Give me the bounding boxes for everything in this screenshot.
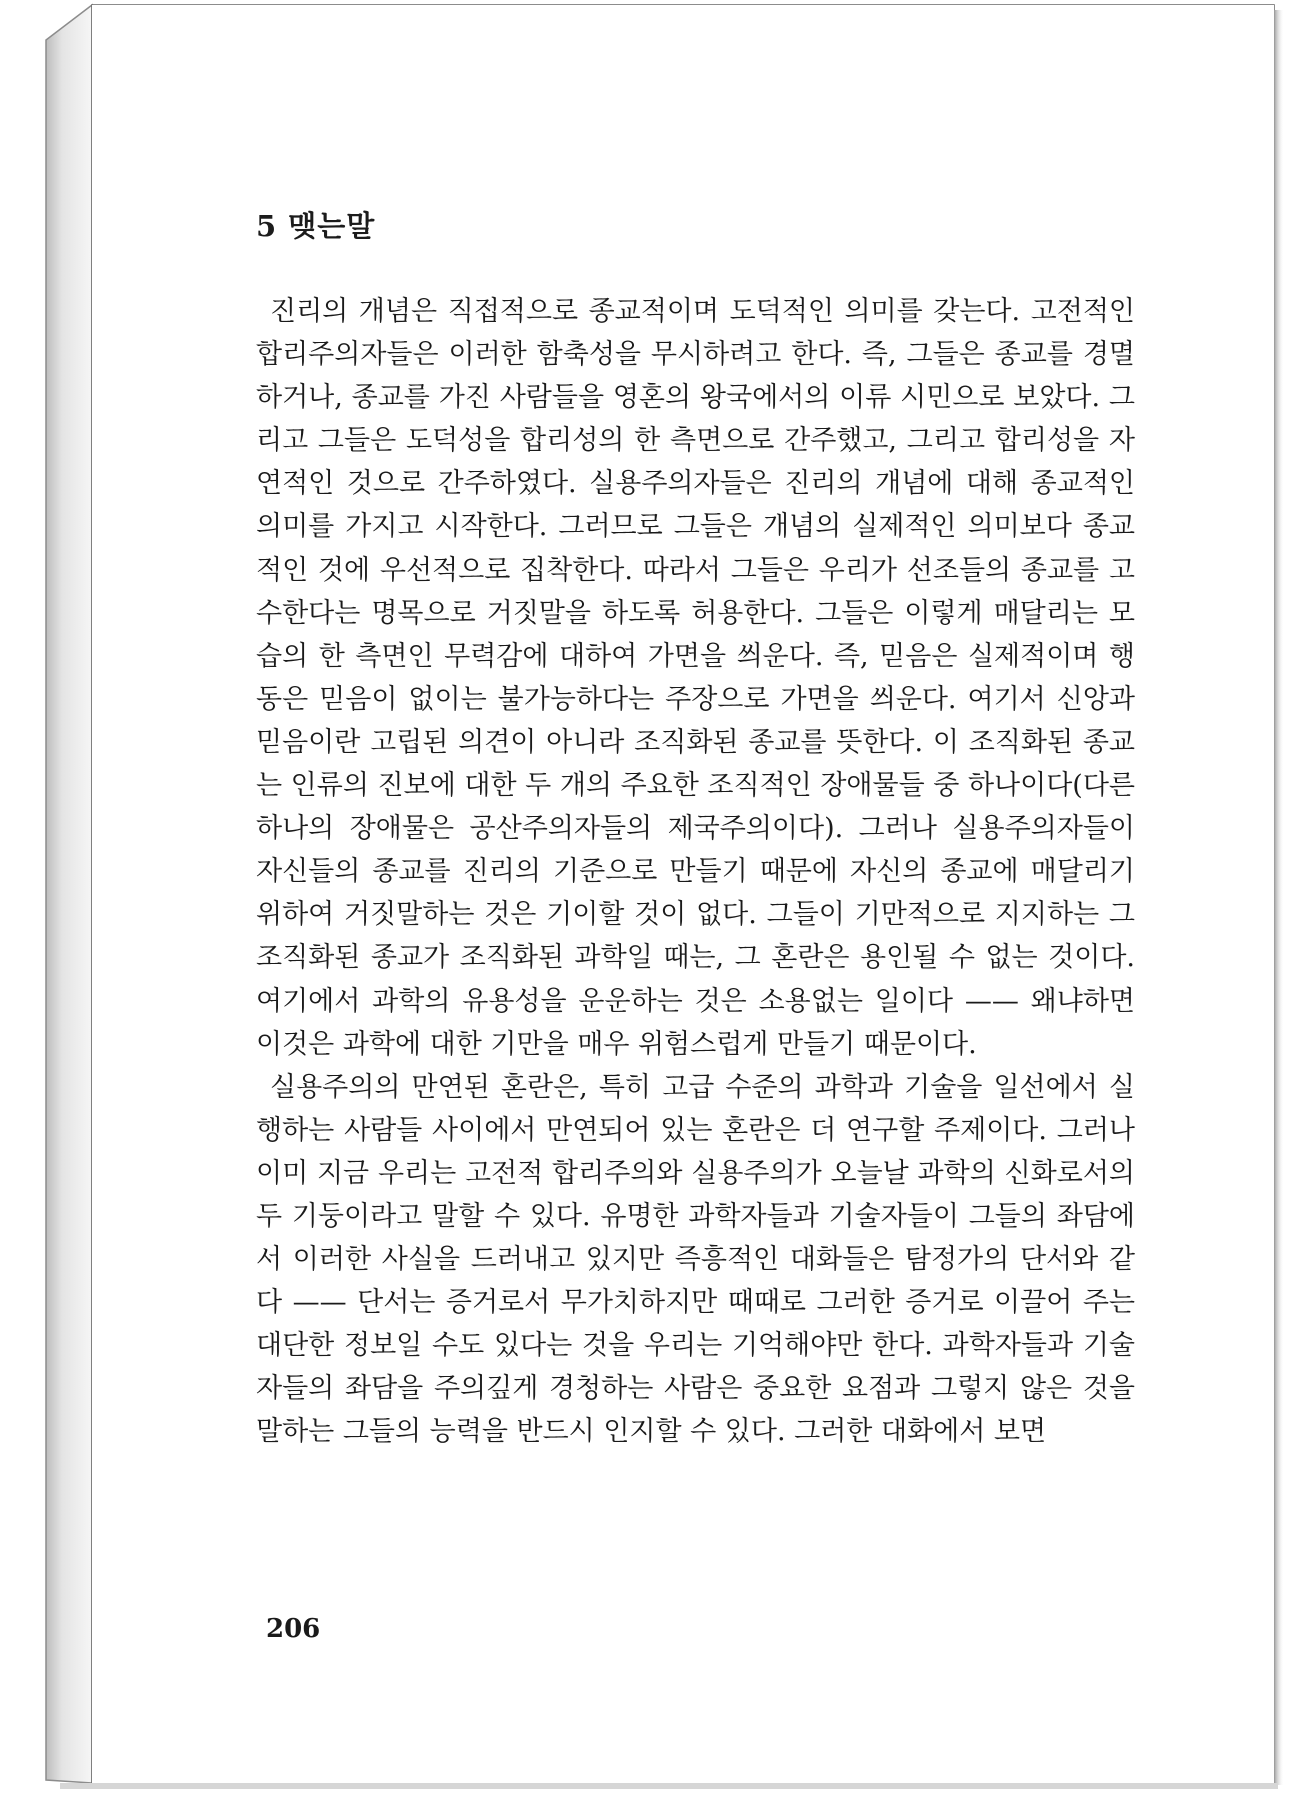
paragraph: 진리의 개념은 직접적으로 종교적이며 도덕적인 의미를 갖는다. 고전적인 합리주의자들은 이러한 함축성을 무시하려고 한다. 즉, 그들은 종교를 경멸하거나, 종교를 가진 사람들을 영혼의 왕국에서의 이류 시민으로 보았다. 그리고 그들은 도덕성을 합리성의 한 측면으로 간주했고, 그리고 합리성을 자연적인 것으로 간주하였다. 실용주의자들은 진리의 개념에 대해 종교적인 의미를 가지고 시작한다. 그러므로 그들은 개념의 실제적인 의미보다 종교적인 것에 우선적으로 집착한다. 따라서 그들은 우리가 선조들의 종교를 고수한다는 명목으로 거짓말을 하도록 허용한다. 그들은 이렇게 매달리는 모습의 한 측면인 무력감에 대하여 가면을 씌운다. 즉, 믿음은 실제적이며 행동은 믿음이 없이는 불가능하다는 주장으로 가면을 씌운다. 여기서 신앙과 믿음이란 고립된 의견이 아니라 조직화된 종교를 뜻한다. 이 조직화된 종교는 인류의 진보에 대한 두 개의 주요한 조직적인 장애물들 중 하나이다(다른 하나의 장애물은 공산주의자들의 제국주의이다). 그러나 실용주의자들이 자신들의 종교를 진리의 기준으로 만들기 때문에 자신의 종교에 매달리기 위하여 거짓말하는 것은 기이할 것이 없다. 그들이 기만적으로 지지하는 그 조직화된 종교가 조직화된 과학일 때는, 그 혼란은 용인될 수 없는 것이다. 여기에서 과학의 유용성을 운운하는 것은 소용없는 일이다 —— 왜냐하면 이것은 과학에 대한 기만을 매우 위험스럽게 만들기 때문이다. (256, 296, 1135, 1060)
paragraph: 실용주의의 만연된 혼란은, 특히 고급 수준의 과학과 기술을 일선에서 실행하는 사람들 사이에서 만연되어 있는 혼란은 더 연구할 주제이다. 그러나 이미 지금 우리는 고전적 합리주의와 실용주의가 오늘날 과학의 신화로서의 두 기둥이라고 말할 수 있다. 유명한 과학자들과 기술자들이 그들의 좌담에서 이러한 사실을 드러내고 있지만 즉흥적인 대화들은 탐정가의 단서와 같다 —— 단서는 증거로서 무가치하지만 때때로 그러한 증거로 이끌어 주는 대단한 정보일 수도 있다는 것을 우리는 기억해야만 한다. 과학자들과 기술자들의 좌담을 주의깊게 경청하는 사람은 중요한 요점과 그렇지 않은 것을 말하는 그들의 능력을 반드시 인지할 수 있다. 그러한 대화에서 보면 (256, 1071, 1135, 1448)
body-text (256, 290, 1135, 1454)
text-block (256, 196, 1135, 1448)
page-number: 206 (266, 1614, 321, 1644)
chapter-title: 5 맺는말 (256, 209, 376, 243)
